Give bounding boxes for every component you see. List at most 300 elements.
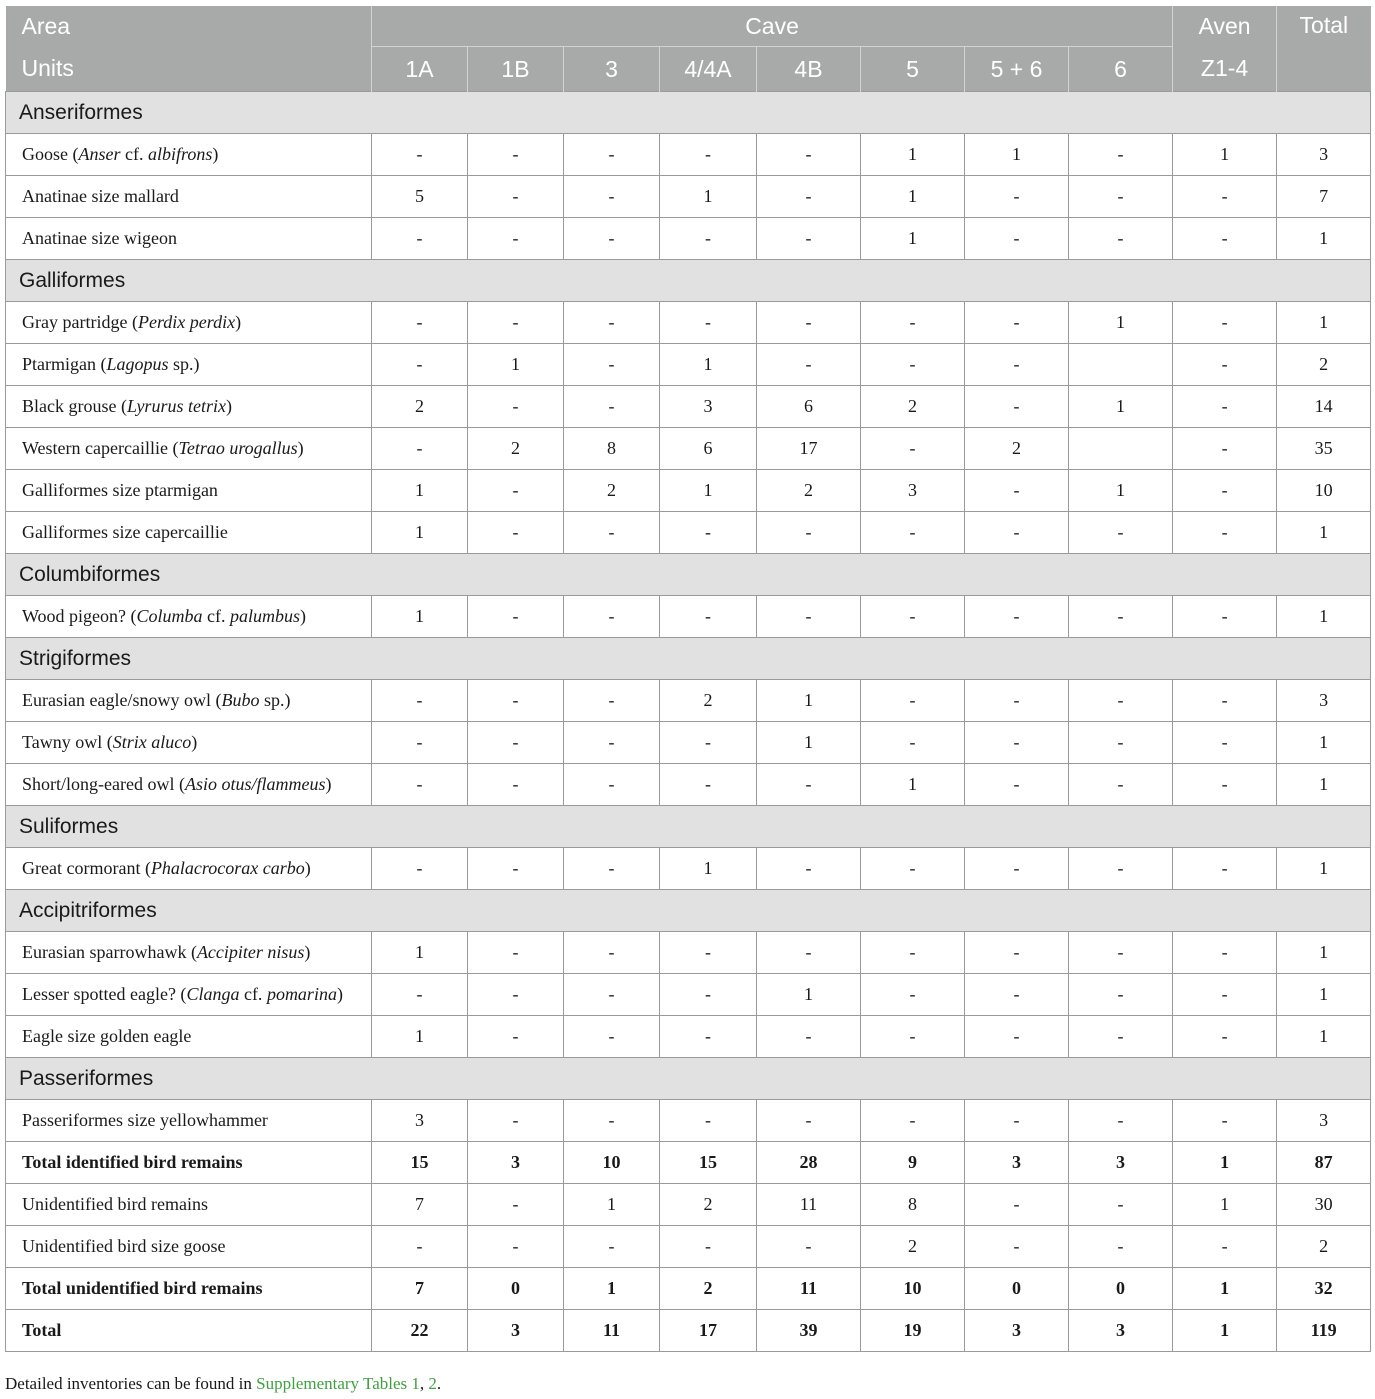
taxon-name-italic: Lagopus — [106, 354, 169, 374]
count-cell: 5 — [372, 176, 468, 218]
count-cell: - — [564, 1226, 660, 1268]
count-cell: - — [564, 764, 660, 806]
count-cell: - — [1173, 974, 1277, 1016]
count-cell: 1 — [660, 344, 757, 386]
count-cell: 7 — [1277, 176, 1371, 218]
header-unit-3: 3 — [564, 47, 660, 92]
group-row — [6, 1058, 1371, 1100]
taxon-name — [6, 428, 372, 470]
count-cell: - — [965, 764, 1069, 806]
footnote-prefix: Detailed inventories can be found in — [5, 1374, 257, 1393]
count-cell: 2 — [1277, 344, 1371, 386]
count-cell: 1 — [757, 680, 861, 722]
count-cell: - — [660, 932, 757, 974]
count-cell: - — [564, 386, 660, 428]
table-row — [6, 1100, 1371, 1142]
table-row — [6, 722, 1371, 764]
count-cell: - — [1173, 302, 1277, 344]
table-row — [6, 848, 1371, 890]
count-cell: - — [1173, 470, 1277, 512]
header-unit-z1-4: Z1-4 — [1173, 47, 1277, 92]
count-cell: 1 — [1173, 1310, 1277, 1352]
count-cell: - — [468, 1100, 564, 1142]
count-cell: - — [564, 512, 660, 554]
count-cell: - — [965, 512, 1069, 554]
count-cell: - — [1173, 218, 1277, 260]
count-cell: - — [1173, 386, 1277, 428]
taxon-name-text: ) — [212, 144, 219, 164]
count-cell: 2 — [660, 1268, 757, 1310]
header-unit-4b: 4B — [757, 47, 861, 92]
count-cell: - — [1173, 932, 1277, 974]
count-cell: - — [861, 512, 965, 554]
group-row — [6, 638, 1371, 680]
count-cell: 1 — [564, 1268, 660, 1310]
table-row — [6, 302, 1371, 344]
count-cell: - — [1173, 848, 1277, 890]
taxon-name-text: Total unidentified bird remains — [22, 1278, 263, 1298]
taxon-name-text: Lesser spotted eagle? ( — [22, 984, 187, 1004]
count-cell: - — [468, 302, 564, 344]
header-unit-1a: 1A — [372, 47, 468, 92]
count-cell: - — [965, 1226, 1069, 1268]
taxon-name — [6, 302, 372, 344]
count-cell: - — [1069, 680, 1173, 722]
count-cell: - — [468, 470, 564, 512]
taxon-name — [6, 344, 372, 386]
taxon-name-italic: Asio otus/flammeus — [184, 774, 326, 794]
count-cell: - — [372, 722, 468, 764]
count-cell: - — [372, 428, 468, 470]
count-cell: - — [757, 596, 861, 638]
table-row — [6, 1016, 1371, 1058]
group-label: Suliformes — [6, 806, 1371, 848]
count-cell: - — [660, 1100, 757, 1142]
count-cell: 6 — [757, 386, 861, 428]
count-cell: - — [1069, 1100, 1173, 1142]
taxon-name-text: ) — [191, 732, 198, 752]
count-cell: 1 — [1069, 302, 1173, 344]
count-cell: 1 — [1277, 848, 1371, 890]
header-unit-5-6: 5 + 6 — [965, 47, 1069, 92]
count-cell: - — [861, 974, 965, 1016]
count-cell: - — [861, 1100, 965, 1142]
count-cell: 1 — [1277, 596, 1371, 638]
taxon-name-text: cf. — [202, 606, 231, 626]
table-row — [6, 428, 1371, 470]
count-cell: 8 — [564, 428, 660, 470]
count-cell — [1069, 344, 1173, 386]
count-cell: - — [1069, 596, 1173, 638]
table-row — [6, 932, 1371, 974]
count-cell — [1069, 428, 1173, 470]
header-total: Total — [1277, 6, 1371, 92]
count-cell: - — [1173, 764, 1277, 806]
count-cell: - — [372, 680, 468, 722]
taxon-name-text: cf. — [239, 984, 267, 1004]
count-cell: 1 — [468, 344, 564, 386]
count-cell: 1 — [372, 596, 468, 638]
count-cell: - — [564, 1100, 660, 1142]
count-cell: 32 — [1277, 1268, 1371, 1310]
taxon-name — [6, 1268, 372, 1310]
count-cell: 1 — [861, 218, 965, 260]
count-cell: 1 — [1277, 974, 1371, 1016]
count-cell: 1 — [1069, 470, 1173, 512]
count-cell: - — [1173, 1100, 1277, 1142]
count-cell: 1 — [564, 1184, 660, 1226]
taxon-name-italic: Columba — [136, 606, 203, 626]
count-cell: - — [965, 680, 1069, 722]
group-label: Accipitriformes — [6, 890, 1371, 932]
count-cell: - — [564, 134, 660, 176]
count-cell: - — [965, 932, 1069, 974]
count-cell: - — [1069, 764, 1173, 806]
taxon-name-text: ) — [225, 396, 232, 416]
supplementary-table-2-link[interactable]: 2 — [428, 1374, 437, 1393]
taxon-name-italic: palumbus — [230, 606, 301, 626]
count-cell: - — [861, 1016, 965, 1058]
taxon-name-text: ) — [336, 984, 343, 1004]
count-cell: - — [468, 134, 564, 176]
count-cell: - — [861, 302, 965, 344]
count-cell: - — [757, 218, 861, 260]
count-cell: - — [965, 470, 1069, 512]
count-cell: 10 — [1277, 470, 1371, 512]
count-cell: 3 — [861, 470, 965, 512]
count-cell: 3 — [1069, 1310, 1173, 1352]
table-row — [6, 134, 1371, 176]
taxon-name-text: Eagle size golden eagle — [22, 1026, 192, 1046]
group-label: Passeriformes — [6, 1058, 1371, 1100]
taxon-name — [6, 974, 372, 1016]
count-cell: - — [965, 176, 1069, 218]
total-row — [6, 1142, 1371, 1184]
taxon-name-text: ) — [325, 774, 332, 794]
count-cell: - — [468, 680, 564, 722]
count-cell: - — [468, 722, 564, 764]
count-cell: - — [757, 848, 861, 890]
count-cell: - — [660, 134, 757, 176]
table-row — [6, 512, 1371, 554]
count-cell: - — [660, 1016, 757, 1058]
count-cell: - — [757, 176, 861, 218]
count-cell: 3 — [1277, 680, 1371, 722]
taxon-name-italic: Perdix perdix — [137, 312, 236, 332]
count-cell: 1 — [1173, 1268, 1277, 1310]
taxon-name-text: Unidentified bird size goose — [22, 1236, 226, 1256]
count-cell: - — [965, 386, 1069, 428]
count-cell: 6 — [660, 428, 757, 470]
count-cell: - — [861, 680, 965, 722]
taxon-name-italic: Anser — [78, 144, 121, 164]
taxon-name — [6, 176, 372, 218]
taxon-name-text: Gray partridge ( — [22, 312, 138, 332]
taxon-name — [6, 1142, 372, 1184]
taxon-name-text: cf. — [120, 144, 148, 164]
count-cell: - — [965, 848, 1069, 890]
taxon-name-italic: Strix aluco — [112, 732, 192, 752]
count-cell: 3 — [660, 386, 757, 428]
count-cell: 1 — [861, 134, 965, 176]
table-row — [6, 974, 1371, 1016]
group-label: Columbiformes — [6, 554, 1371, 596]
count-cell: 1 — [1277, 722, 1371, 764]
group-row — [6, 260, 1371, 302]
count-cell: 3 — [372, 1100, 468, 1142]
count-cell: 1 — [1277, 218, 1371, 260]
count-cell: - — [564, 176, 660, 218]
count-cell: 7 — [372, 1268, 468, 1310]
count-cell: - — [468, 1184, 564, 1226]
count-cell: 0 — [468, 1268, 564, 1310]
count-cell: - — [660, 722, 757, 764]
count-cell: - — [660, 302, 757, 344]
count-cell: - — [861, 722, 965, 764]
taxon-name — [6, 470, 372, 512]
count-cell: - — [564, 344, 660, 386]
count-cell: - — [468, 176, 564, 218]
count-cell: - — [468, 764, 564, 806]
count-cell: - — [564, 722, 660, 764]
count-cell: - — [965, 722, 1069, 764]
taxon-name — [6, 848, 372, 890]
count-cell: - — [372, 344, 468, 386]
group-row — [6, 92, 1371, 134]
taxon-name-text: Eurasian sparrowhawk ( — [22, 942, 197, 962]
count-cell: 22 — [372, 1310, 468, 1352]
count-cell: - — [1173, 1016, 1277, 1058]
header-cave: Cave — [372, 6, 1173, 47]
count-cell: - — [757, 134, 861, 176]
table-row — [6, 386, 1371, 428]
taxon-name — [6, 386, 372, 428]
taxon-name — [6, 1016, 372, 1058]
count-cell: - — [564, 680, 660, 722]
group-row — [6, 890, 1371, 932]
count-cell: - — [965, 596, 1069, 638]
taxon-name-text: Tawny owl ( — [22, 732, 113, 752]
count-cell: 1 — [372, 932, 468, 974]
count-cell: - — [757, 1016, 861, 1058]
count-cell: 2 — [564, 470, 660, 512]
count-cell: 1 — [1173, 1142, 1277, 1184]
count-cell: - — [660, 512, 757, 554]
count-cell: 17 — [660, 1310, 757, 1352]
header-aven: Aven — [1173, 6, 1277, 47]
count-cell: - — [1069, 176, 1173, 218]
count-cell: 2 — [965, 428, 1069, 470]
taxon-name-text: Passeriformes size yellowhammer — [22, 1110, 268, 1130]
count-cell: - — [468, 512, 564, 554]
count-cell: 14 — [1277, 386, 1371, 428]
count-cell: 3 — [1277, 134, 1371, 176]
count-cell: - — [861, 428, 965, 470]
count-cell: - — [372, 134, 468, 176]
header-unit-4-4a: 4/4A — [660, 47, 757, 92]
count-cell: - — [468, 386, 564, 428]
count-cell: - — [660, 218, 757, 260]
count-cell: - — [468, 932, 564, 974]
count-cell: - — [757, 932, 861, 974]
count-cell: - — [965, 344, 1069, 386]
count-cell: 1 — [1069, 386, 1173, 428]
count-cell: - — [468, 1226, 564, 1268]
group-label: Anseriformes — [6, 92, 1371, 134]
count-cell: - — [468, 218, 564, 260]
count-cell: - — [861, 596, 965, 638]
count-cell: - — [372, 302, 468, 344]
taxon-name-italic: albifrons — [147, 144, 213, 164]
count-cell: 28 — [757, 1142, 861, 1184]
count-cell: - — [1069, 134, 1173, 176]
count-cell: 1 — [1173, 134, 1277, 176]
count-cell: 1 — [757, 722, 861, 764]
count-cell: 1 — [965, 134, 1069, 176]
taxon-name-text: Total identified bird remains — [22, 1152, 243, 1172]
count-cell: - — [965, 974, 1069, 1016]
taxon-name-text: ) — [304, 942, 311, 962]
count-cell: - — [1069, 1184, 1173, 1226]
count-cell: 1 — [660, 848, 757, 890]
count-cell: 2 — [757, 470, 861, 512]
count-cell: - — [861, 848, 965, 890]
count-cell: 0 — [965, 1268, 1069, 1310]
count-cell: 11 — [757, 1184, 861, 1226]
count-cell: - — [965, 1100, 1069, 1142]
table-body — [6, 92, 1371, 1352]
count-cell: - — [757, 1226, 861, 1268]
count-cell: - — [1069, 1226, 1173, 1268]
taxon-name-italic: Phalacrocorax carbo — [150, 858, 305, 878]
taxon-name-text: ) — [304, 858, 311, 878]
taxon-name-text: Galliformes size capercaillie — [22, 522, 228, 542]
count-cell: - — [1173, 512, 1277, 554]
count-cell: - — [1069, 974, 1173, 1016]
taxon-name-italic: Accipiter nisus — [196, 942, 305, 962]
count-cell: 7 — [372, 1184, 468, 1226]
count-cell: - — [564, 218, 660, 260]
taxon-name-text: Unidentified bird remains — [22, 1194, 208, 1214]
taxon-name-text: Anatinae size wigeon — [22, 228, 177, 248]
count-cell: 10 — [564, 1142, 660, 1184]
table-row — [6, 680, 1371, 722]
count-cell: 3 — [965, 1142, 1069, 1184]
count-cell: 2 — [1277, 1226, 1371, 1268]
count-cell: - — [1069, 848, 1173, 890]
total-row — [6, 1310, 1371, 1352]
count-cell: 3 — [468, 1310, 564, 1352]
table-row — [6, 596, 1371, 638]
count-cell: 1 — [1277, 302, 1371, 344]
taxon-name-text: Great cormorant ( — [22, 858, 151, 878]
taxon-name — [6, 596, 372, 638]
header-unit-5: 5 — [861, 47, 965, 92]
count-cell: - — [564, 302, 660, 344]
taxon-name-text: Total — [22, 1320, 62, 1340]
count-cell: - — [564, 848, 660, 890]
group-label: Galliformes — [6, 260, 1371, 302]
taxon-name-text: Short/long-eared owl ( — [22, 774, 185, 794]
taxon-name — [6, 764, 372, 806]
count-cell: 1 — [372, 512, 468, 554]
taxon-name-italic: Clanga — [186, 984, 240, 1004]
count-cell: 0 — [1069, 1268, 1173, 1310]
taxon-name — [6, 1100, 372, 1142]
table-row — [6, 344, 1371, 386]
taxon-name — [6, 1226, 372, 1268]
count-cell: 2 — [468, 428, 564, 470]
count-cell: 15 — [372, 1142, 468, 1184]
header-unit-6: 6 — [1069, 47, 1173, 92]
count-cell: 1 — [1277, 932, 1371, 974]
count-cell: - — [1173, 1226, 1277, 1268]
count-cell: - — [372, 848, 468, 890]
table-row — [6, 764, 1371, 806]
count-cell: - — [965, 1016, 1069, 1058]
count-cell: - — [564, 932, 660, 974]
count-cell: - — [965, 1184, 1069, 1226]
count-cell: - — [468, 596, 564, 638]
count-cell: - — [861, 344, 965, 386]
taxon-name — [6, 932, 372, 974]
taxon-name — [6, 722, 372, 764]
count-cell: 1 — [861, 176, 965, 218]
count-cell: 1 — [1277, 764, 1371, 806]
count-cell: 3 — [1069, 1142, 1173, 1184]
table-row — [6, 1184, 1371, 1226]
count-cell: 35 — [1277, 428, 1371, 470]
group-row — [6, 554, 1371, 596]
count-cell: - — [1069, 932, 1173, 974]
count-cell: - — [1173, 428, 1277, 470]
taxon-name-text: Western capercaillie ( — [22, 438, 179, 458]
count-cell: - — [1173, 722, 1277, 764]
taxon-name-text: ) — [300, 606, 307, 626]
footnote-separator: , — [419, 1374, 429, 1393]
taxon-name-text: ) — [297, 438, 304, 458]
count-cell: - — [757, 764, 861, 806]
table-footnote — [5, 1374, 441, 1394]
count-cell: 1 — [1277, 512, 1371, 554]
count-cell: - — [861, 932, 965, 974]
table-row — [6, 1226, 1371, 1268]
taxon-name-text: sp.) — [259, 690, 291, 710]
count-cell: - — [1069, 722, 1173, 764]
count-cell: 1 — [660, 470, 757, 512]
count-cell: 15 — [660, 1142, 757, 1184]
header-units: Units — [6, 47, 372, 92]
count-cell: 11 — [564, 1310, 660, 1352]
supplementary-tables-link[interactable]: Supplementary Tables 1 — [256, 1374, 420, 1393]
count-cell: - — [1173, 680, 1277, 722]
count-cell: - — [757, 512, 861, 554]
taxon-name-text: ) — [235, 312, 242, 332]
count-cell: 2 — [660, 1184, 757, 1226]
taxon-name-italic: Tetrao urogallus — [178, 438, 298, 458]
bird-remains-table — [5, 6, 1371, 1352]
group-label: Strigiformes — [6, 638, 1371, 680]
table-row — [6, 470, 1371, 512]
count-cell: - — [1173, 176, 1277, 218]
count-cell: - — [564, 596, 660, 638]
count-cell: 3 — [468, 1142, 564, 1184]
count-cell: 2 — [372, 386, 468, 428]
taxon-name — [6, 218, 372, 260]
taxon-name-italic: Lyrurus tetrix — [126, 396, 226, 416]
count-cell: - — [1173, 596, 1277, 638]
taxon-name — [6, 1184, 372, 1226]
